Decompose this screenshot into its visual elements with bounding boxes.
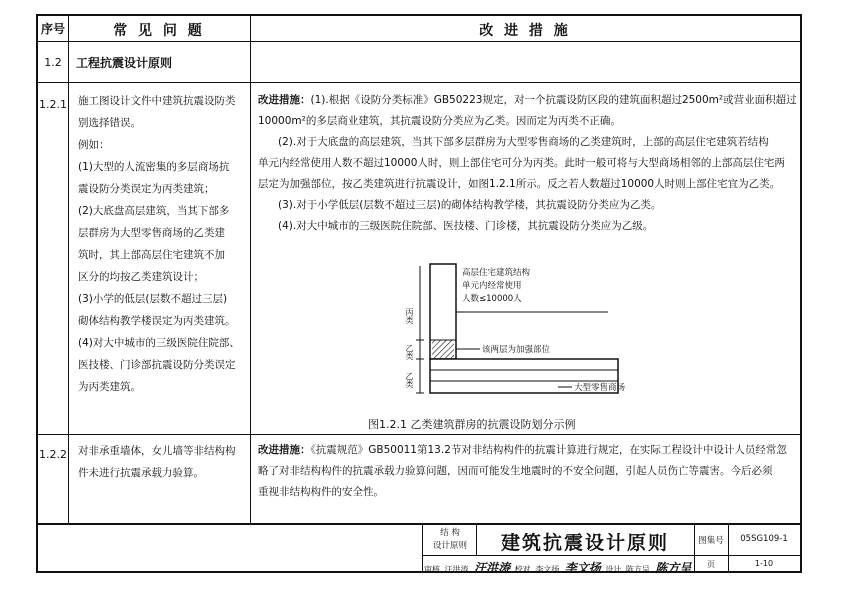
figure-side-b2: 乙类 xyxy=(405,372,414,388)
problem-line: 为丙类建筑。 xyxy=(78,381,141,393)
problem-line: (4)对大中城市的三级医院住院部、 xyxy=(78,337,240,349)
problem-line: 层群房为大型零售商场的乙类建 xyxy=(78,227,225,239)
row1-problem xyxy=(78,90,240,398)
header-seq: 序号 xyxy=(40,22,65,36)
problem-line: 医技楼、门诊部抗震设防分类误定 xyxy=(78,359,236,371)
tb-rule xyxy=(422,555,800,556)
header-measure: 改 进 措 施 xyxy=(479,23,571,39)
tb-page-no: 1-10 xyxy=(754,559,774,568)
measure-4: (4).对大中城市的三级医院住院部、医技楼、门诊楼，其抗震设防分类应为乙级。 xyxy=(278,220,654,232)
row1-num: 1.2.1 xyxy=(39,98,67,111)
header-rule xyxy=(38,41,800,42)
problem-line: (2)大底盘高层建筑，当其下部多 xyxy=(78,205,230,217)
tb-signature-row: 审核 汪洪涛 汪洪涛 校对 李文扬 李文扬 设计 陈方呈 陈方呈 xyxy=(424,561,692,575)
measure-3: (3).对于小学低层(层数不超过三层)的砌体结构教学楼，其抗震设防分类应为乙类。 xyxy=(278,199,662,211)
reviewer-signature: 汪洪涛 xyxy=(474,561,511,575)
row2-num: 1.2.2 xyxy=(39,448,67,461)
problem-line: 砌体结构教学楼误定为丙类建筑。 xyxy=(78,315,236,327)
measure-1b: 10000m²的多层商业建筑，其抗震设防分类应为乙类。因而定为丙类不正确。 xyxy=(258,115,621,127)
tb-atlas-no: 05SG109-1 xyxy=(740,534,788,544)
row1-measures xyxy=(258,90,797,237)
tb-page-label: 页 xyxy=(707,560,715,569)
figure-label-mid: 该两层为加强部位 xyxy=(482,345,551,355)
tb-atlas-label: 图集号 xyxy=(698,536,724,546)
tb-category: 结 构 设计原则 xyxy=(432,528,467,551)
col-divider-2 xyxy=(250,16,251,523)
row2-problem: 对非承重墙体，女儿墙等非结构构 件未进行抗震承载力验算。 xyxy=(78,445,236,479)
problem-line: 别选择错误。 xyxy=(78,117,141,129)
col-divider-1 xyxy=(68,16,69,523)
problem-line: 例如： xyxy=(78,139,110,151)
header-problem: 常 见 问 题 xyxy=(113,23,205,39)
strengthened-floors xyxy=(432,340,454,358)
problem-line: 施工图设计文件中建筑抗震设防类 xyxy=(78,95,236,107)
figure-label-top: 高层住宅建筑结构 单元内经常使用 人数≤10000人 xyxy=(462,268,531,304)
problem-line: (1)大型的人流密集的多层商场抗 xyxy=(78,161,230,173)
checker-signature: 李文扬 xyxy=(564,561,601,575)
measure-2c: 层定为加强部位，按乙类建筑进行抗震设计，如图1.2.1所示。反之若人数超过10000人时则上部住宅宜为乙类。 xyxy=(258,178,781,190)
figure-side-c: 丙类 xyxy=(405,308,414,324)
measure-label: 改进措施： xyxy=(258,444,311,456)
section-rule xyxy=(38,82,800,83)
row1-rule xyxy=(38,434,800,435)
problem-line: 震设防分类误定为丙类建筑； xyxy=(78,183,215,195)
designer-signature: 陈方呈 xyxy=(655,561,692,575)
measure-2b: 单元内经常使用人数不超过10000人时，则上部住宅可分为丙类。此时一般可将与大型商场相邻的上部高层住宅两 xyxy=(258,157,785,169)
measure-2: (2).对于大底盘的高层建筑，当其下部多层群房为大型零售商场的乙类建筑时，上部的高层住宅建筑若结构 xyxy=(278,136,769,148)
problem-line: (3)小学的低层(层数不超过三层) xyxy=(78,293,228,305)
problem-line: 筑时，其上部高层住宅建筑不加 xyxy=(78,249,225,261)
tb-main-title: 建筑抗震设计原则 xyxy=(500,532,669,554)
figure-label-bottom: 大型零售商场 xyxy=(574,383,626,393)
tb-divider xyxy=(422,525,423,571)
figure-side-b1: 乙类 xyxy=(405,344,414,360)
titleblock-rule xyxy=(38,523,800,525)
problem-line: 区分的均按乙类建筑设计； xyxy=(78,271,204,283)
row2-measures: 改进措施：《抗震规范》GB50011第13.2节对非结构构件的抗震计算进行规定，在实际工程设计中设计人员经常忽 略了对非结构构件的抗震承载力验算问题，因而可能发生地震时的不安全问题，引起人员伤亡等震害。今后必须 重视非结构构件的安全性。 xyxy=(258,444,787,498)
measure-label: 改进措施： xyxy=(258,94,311,106)
figure-caption: 图1.2.1 乙类建筑群房的抗震设防划分示例 xyxy=(368,418,576,431)
measure-1: 改进措施：(1).根据《设防分类标准》GB50223规定，对一个抗震设防区段的建筑面积超过2500m²或营业面积超过 xyxy=(258,94,797,106)
section-num: 1.2 xyxy=(44,56,62,69)
drawing-sheet xyxy=(36,14,802,573)
section-title: 工程抗震设计原则 xyxy=(76,56,173,70)
